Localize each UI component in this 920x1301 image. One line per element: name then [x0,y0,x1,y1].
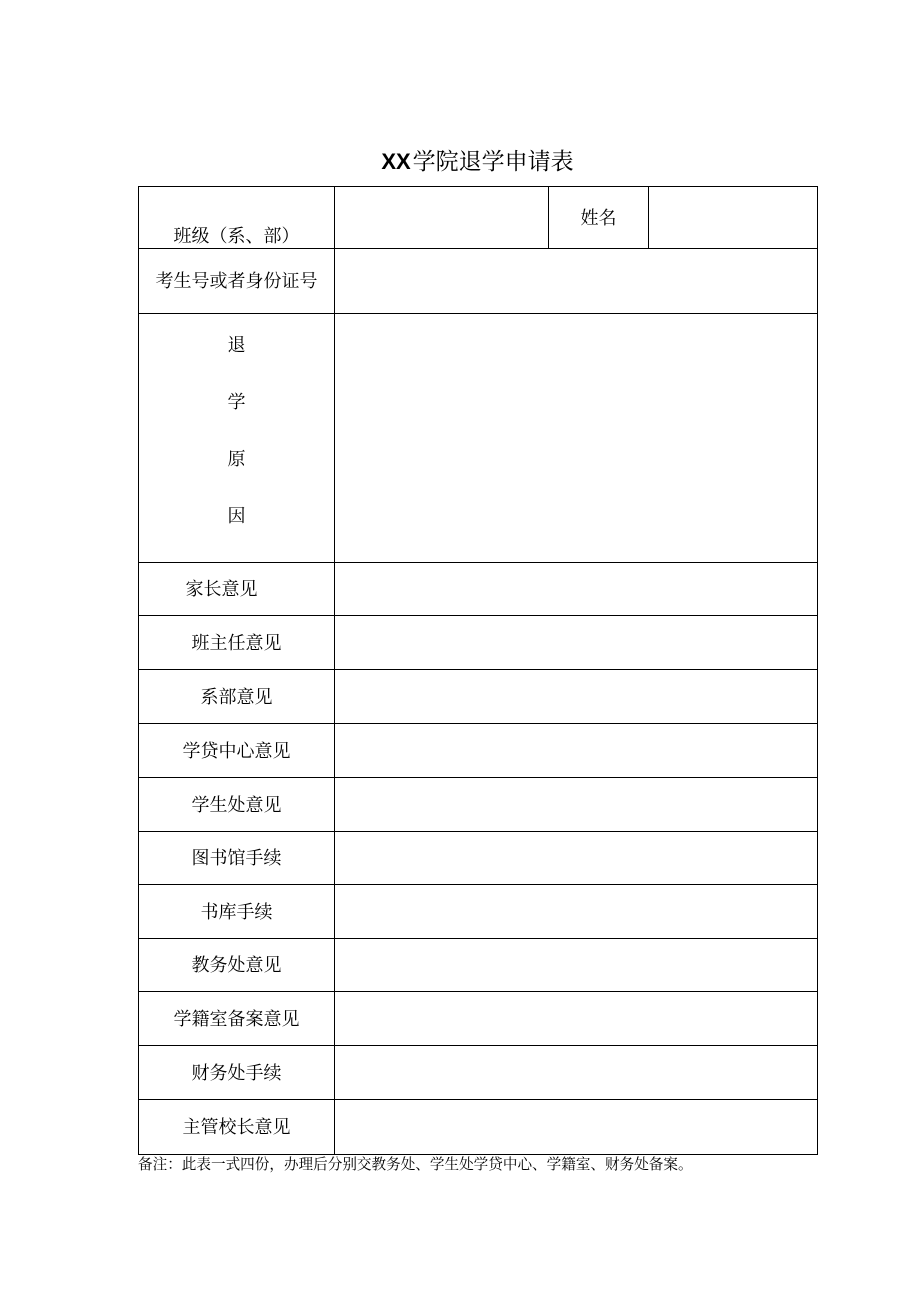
department-opinion-label: 系部意见 [139,670,335,724]
id-number-row [139,249,818,314]
id-number-label: 考生号或者身份证号 [139,249,335,314]
table-row [139,724,818,778]
class-name-row [139,187,818,249]
registry-filing-opinion-field [335,992,818,1046]
reason-label-cell [139,314,335,563]
reason-label-char: 学 [227,392,246,412]
reason-label-char: 退 [227,335,246,355]
supervising-president-opinion-field [335,1100,818,1155]
reason-label-char: 原 [227,449,246,469]
title-text: 学院退学申请表 [412,149,574,174]
name-field [649,187,818,249]
table-row [139,563,818,616]
id-number-field [335,249,818,314]
book-depot-procedure-field [335,885,818,939]
table-row [139,778,818,832]
library-procedure-field [335,832,818,885]
book-depot-procedure-label: 书库手续 [139,885,335,939]
registry-filing-opinion-label: 学籍室备案意见 [139,992,335,1046]
reason-label [139,314,334,562]
table-row [139,1046,818,1100]
form-title [138,148,817,176]
head-teacher-opinion-label: 班主任意见 [139,616,335,670]
library-procedure-label: 图书馆手续 [139,832,335,885]
student-loan-center-opinion-label: 学贷中心意见 [139,724,335,778]
table-row [139,832,818,885]
name-label: 姓名 [549,187,649,249]
finance-procedure-label: 财务处手续 [139,1046,335,1100]
table-row [139,670,818,724]
table-row [139,616,818,670]
table-row [139,992,818,1046]
class-label: 班级（系、部） [139,187,335,249]
reason-row [139,314,818,563]
student-loan-center-opinion-field [335,724,818,778]
table-row [139,885,818,939]
parent-opinion-label: 家长意见 [139,563,335,616]
head-teacher-opinion-field [335,616,818,670]
student-affairs-opinion-label: 学生处意见 [139,778,335,832]
title-prefix: XX [381,149,411,174]
student-affairs-opinion-field [335,778,818,832]
finance-procedure-field [335,1046,818,1100]
withdrawal-application-table [138,186,818,1155]
academic-affairs-opinion-label: 教务处意见 [139,939,335,992]
parent-opinion-field [335,563,818,616]
academic-affairs-opinion-field [335,939,818,992]
supervising-president-opinion-label: 主管校长意见 [139,1100,335,1155]
table-row [139,1100,818,1155]
reason-label-char: 因 [227,506,246,526]
department-opinion-field [335,670,818,724]
class-field [335,187,549,249]
footnote: 备注：此表一式四份，办理后分别交教务处、学生处学贷中心、学籍室、财务处备案。 [138,1157,693,1173]
reason-field [335,314,818,563]
table-row [139,939,818,992]
